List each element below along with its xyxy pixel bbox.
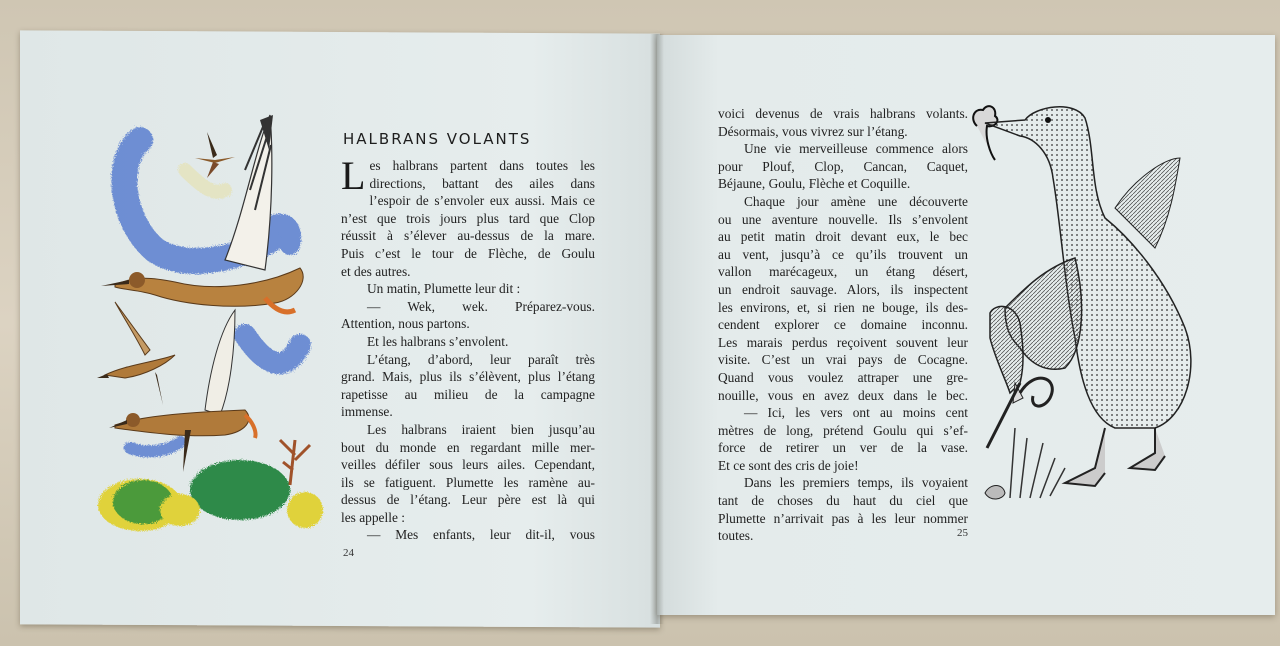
text-line: directions, battant des ailes dans bbox=[369, 175, 595, 191]
text-line: mètres de long, prétend Goulu qui s’ef- bbox=[718, 422, 968, 438]
text-line: Et ce sont des cris de joie! bbox=[718, 457, 859, 473]
text-line: les environs, et, si rien ne bouge, ils des- bbox=[718, 299, 968, 315]
text-line: — Mes enfants, leur dit-il, vous bbox=[367, 527, 595, 543]
small-duck-top bbox=[195, 132, 235, 178]
drop-cap: L bbox=[341, 153, 366, 198]
text-line: n’est que trois jours plus tard que Clop bbox=[341, 210, 595, 226]
text-line: réussit à s’élever au-dessus de la mare. bbox=[341, 228, 595, 244]
text-line: et des autres. bbox=[341, 263, 411, 279]
text-line: force de retirer un ver de la vase. bbox=[718, 440, 968, 456]
text-line: — Ici, les vers ont au moins cent bbox=[744, 405, 968, 421]
text-line: Les halbrans iraient bien jusqu’au bbox=[367, 421, 595, 437]
small-frog bbox=[985, 486, 1005, 500]
bushes bbox=[98, 460, 323, 531]
text-line: grand. Mais, plus ils s’élèvent, plus l’étang bbox=[341, 369, 595, 385]
text-line: voici devenus de vrais halbrans volants. bbox=[718, 106, 968, 121]
worm bbox=[1020, 378, 1052, 406]
text-line: tant de choses du haut du ciel que bbox=[718, 493, 968, 509]
text-line: Attention, nous partons. bbox=[341, 316, 470, 332]
text-line: Une vie merveilleuse commence alors bbox=[744, 141, 968, 157]
text-line: Dans les premiers temps, ils voyaient bbox=[744, 475, 968, 491]
left-page-text bbox=[341, 153, 595, 544]
text-line: Chaque jour amène une découverte bbox=[744, 193, 968, 209]
text-line: — Wek, wek. Préparez-vous. bbox=[367, 298, 595, 314]
text-line: au vent, jusqu’à ce qu’ils trouvent un bbox=[718, 246, 968, 262]
ducks-eating-illustration bbox=[965, 98, 1225, 508]
stick bbox=[987, 383, 1020, 448]
text-line: Quand vous voulez attraper une gre- bbox=[718, 369, 968, 385]
page-number-left: 24 bbox=[343, 547, 354, 559]
text-line: Les marais perdus reçoivent souvent leur bbox=[718, 334, 968, 350]
text-line: Béjaune, Goulu, Flèche et Coquille. bbox=[718, 176, 911, 192]
text-line: immense. bbox=[341, 404, 393, 420]
text-line: L’étang, d’abord, leur paraît très bbox=[367, 351, 595, 367]
chapter-heading: HALBRANS VOLANTS bbox=[343, 130, 532, 148]
text-line: nouille, vous en avez deux dans le bec. bbox=[718, 387, 968, 403]
text-line: pour Plouf, Clop, Cancan, Caquet, bbox=[718, 158, 968, 174]
reeds bbox=[1010, 428, 1065, 498]
text-line: veilles défiler sous leurs ailes. Cependant, bbox=[341, 457, 595, 473]
page-number-right: 25 bbox=[957, 527, 968, 539]
text-line: dessus de l’étang. Leur père est là qui bbox=[341, 492, 595, 508]
text-line: ou une aventure nouvelle. Ils s’envolent bbox=[718, 211, 968, 227]
text-line: l’espoir de s’envoler eux aussi. Mais ce bbox=[369, 193, 595, 209]
text-line: Désormais, vous vivrez sur l’étang. bbox=[718, 123, 908, 139]
text-line: un endroit sauvage. Alors, ils inspectent bbox=[718, 281, 968, 297]
text-line: vallon marécageux, un étang désert, bbox=[718, 264, 968, 280]
frog-in-beak bbox=[973, 106, 997, 160]
text-line: Et les halbrans s’envolent. bbox=[367, 333, 509, 349]
text-line: au petit matin droit devant eux, le bec bbox=[718, 229, 968, 245]
text-line: visite. C’est un vrai pays de Cocagne. bbox=[718, 352, 968, 368]
text-line: ils se fatiguent. Plumette les ramène au- bbox=[341, 474, 595, 490]
text-line: les appelle : bbox=[341, 509, 405, 525]
text-line: toutes. bbox=[718, 528, 754, 544]
text-line: bout du monde en regardant mille mer- bbox=[341, 439, 595, 455]
middle-flying-duck bbox=[97, 302, 175, 405]
text-line: Puis c’est le tour de Flèche, de Goulu bbox=[341, 245, 595, 261]
bending-duck bbox=[990, 258, 1082, 403]
right-page-text bbox=[718, 105, 968, 545]
text-line: Un matin, Plumette leur dit : bbox=[367, 281, 521, 297]
flying-ducks-illustration bbox=[95, 110, 335, 540]
text-line: Plumette n’arrivait pas à les leur nommer bbox=[718, 510, 968, 526]
text-line: rapetisse au milieu de la campagne bbox=[341, 386, 595, 402]
book-gutter bbox=[650, 34, 664, 624]
text-line: es halbrans partent dans toutes les bbox=[369, 158, 595, 173]
text-line: cendent explorer ce domaine inconnu. bbox=[718, 317, 968, 333]
